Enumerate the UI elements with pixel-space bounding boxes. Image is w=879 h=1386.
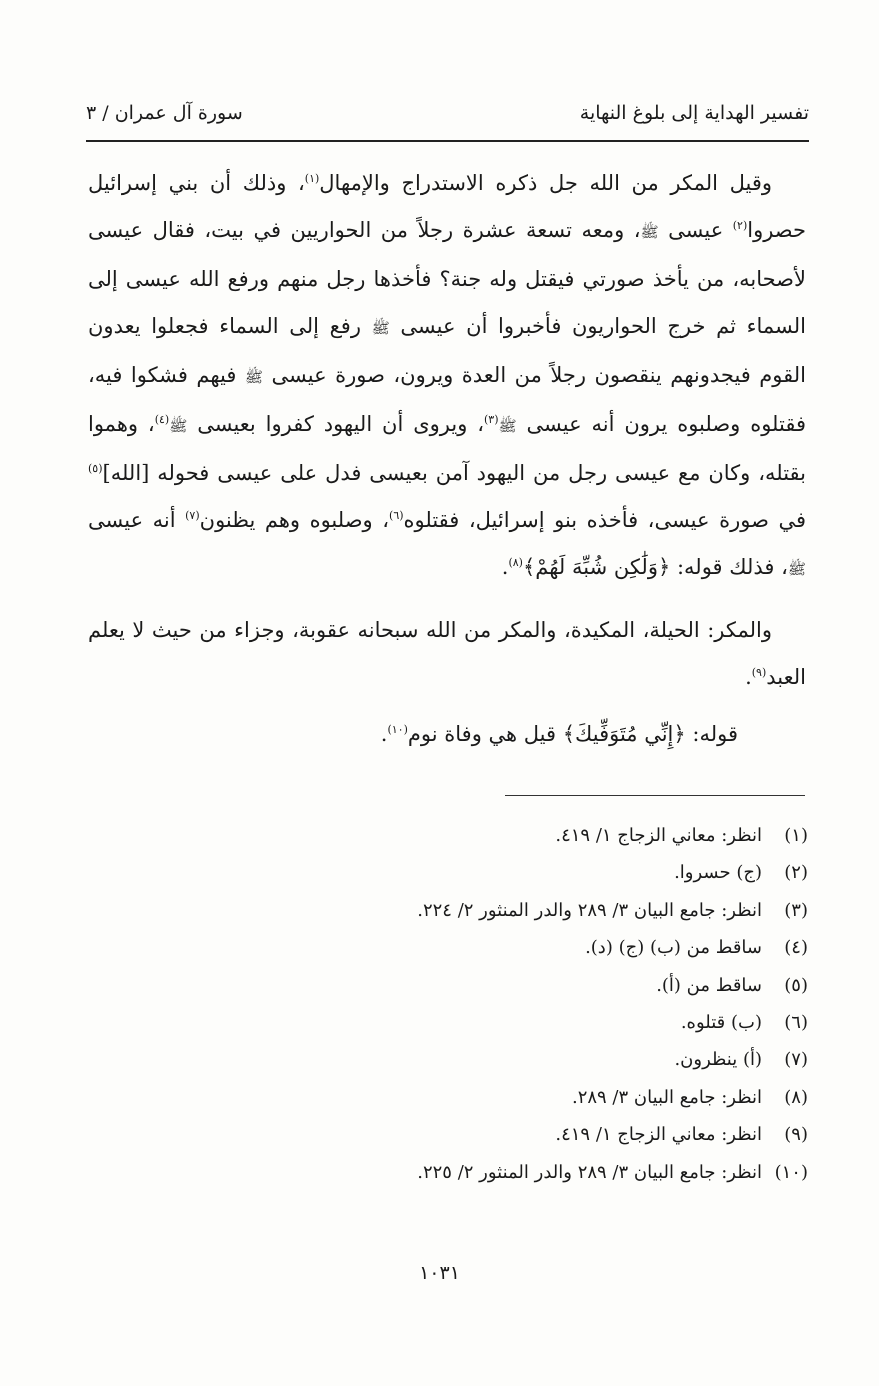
footnote-ref: (٥) [88, 462, 103, 475]
footnote-ref: (١٠) [387, 723, 408, 736]
footnote-ref: (٨) [508, 556, 523, 569]
footnote-text: انظر: جامع البيان ٣/ ٢٨٩ والدر المنثور ٢/ ٢٢٤. [417, 899, 762, 921]
footnote-ref: (٣) [484, 413, 499, 426]
text-run: أنه عيسى [88, 508, 186, 532]
honorific-glyph: ﷺ [244, 368, 264, 386]
footnote-number: (٤) [784, 937, 808, 959]
paragraph-3 [88, 711, 806, 758]
footnote-text: (أ) ينظرون. [674, 1049, 762, 1071]
footnote-text: (ب) قتلوه. [680, 1012, 762, 1034]
footnote-text: ساقط من (أ). [656, 974, 762, 996]
footnote-ref: (٤) [154, 413, 170, 426]
footnote-item [300, 1154, 808, 1191]
text-run: ، وذلك أن بني إسرائيل حصروا [88, 171, 806, 242]
footnote-item [300, 967, 808, 1004]
footnote-ref: (٧) [185, 509, 200, 522]
text-run: رفع إلى السماء فجعلوا يعدون القوم فيجدونهم ينقصون رجلاً من العدة ويرون، صورة عيسى [88, 314, 806, 387]
header-divider [86, 140, 809, 142]
text-run: عيسى [658, 218, 733, 242]
footnote-item [300, 1041, 808, 1078]
footnote-text: (ج) حسروا. [674, 862, 762, 884]
footnote-text: انظر: جامع البيان ٣/ ٢٨٩. [571, 1086, 762, 1108]
text-run: والمكر: الحيلة، المكيدة، والمكر من الله سبحانه عقوبة، وجزاء من حيث لا يعلم العبد [88, 618, 806, 689]
footnotes-list [300, 817, 808, 1191]
text-run: وقيل المكر من الله جل ذكره الاستدراج والإمهال [319, 171, 772, 195]
footnote-number: (٩) [784, 1124, 808, 1146]
footnote-ref: (٦) [389, 509, 404, 522]
running-header [86, 96, 809, 138]
text-run: . [745, 665, 752, 689]
footnote-item [300, 892, 808, 929]
main-text [88, 160, 806, 758]
footnote-number: (٧) [784, 1049, 808, 1071]
honorific-glyph: ﷺ [371, 319, 390, 337]
footnote-item [300, 854, 808, 891]
text-run: ، ومعه تسعة عشرة رجلاً من الحواريين في بيت، فقال عيسى لأصحابه، من يأخذ صورتي فيقتل وله جنة؟ فأخذها رجل منهم ورفع الله عيسى إلى السماء ثم خرج الحواريون فأخبروا أن عيسى [88, 218, 806, 338]
text-run: فيهم فشكوا فيه، فقتلوه وصلبوه يرون أنه عيسى [88, 363, 806, 436]
footnote-number: (٥) [784, 974, 808, 996]
surah-label: سورة آل عمران / ٣ [86, 102, 243, 124]
footnote-item [300, 929, 808, 966]
text-run: قوله: ﴿إِنِّي مُتَوَفِّيكَ﴾ قيل هي وفاة نوم [407, 722, 738, 746]
footnote-ref: (٩) [751, 666, 767, 679]
footnote-text: انظر: جامع البيان ٣/ ٢٨٩ والدر المنثور ٢/ ٢٢٥. [417, 1161, 762, 1183]
paragraph-2 [88, 607, 806, 701]
paragraph-1 [88, 160, 806, 593]
footnote-text: ساقط من (ب) (ج) (د). [585, 937, 762, 959]
text-run: ، فذلك قوله: ﴿وَلَٰكِن شُبِّهَ لَهُمْ﴾ [522, 555, 788, 579]
footnote-divider [505, 795, 805, 796]
footnote-number: (٨) [784, 1086, 808, 1108]
text-run: ، وصلبوه وهم يظنون [199, 508, 390, 532]
book-title: تفسير الهداية إلى بلوغ النهاية [579, 102, 809, 124]
text-run: في صورة عيسى، فأخذه بنو إسرائيل، فقتلوه [403, 508, 806, 532]
text-run: . [501, 555, 509, 579]
footnote-number: (٦) [784, 1012, 808, 1034]
footnote-ref: (١) [304, 172, 320, 185]
page-number: ١٠٣١ [419, 1262, 460, 1284]
honorific-glyph: ﷺ [498, 417, 517, 435]
footnote-item [300, 1004, 808, 1041]
footnote-item [300, 1116, 808, 1153]
footnote-number: (٣) [784, 899, 808, 921]
text-run: ، وهموا بقتله، وكان مع عيسى رجل من اليهود آمن بعيسى فدل على عيسى فحوله [الله] [88, 412, 806, 485]
honorific-glyph: ﷺ [787, 560, 806, 578]
footnote-item [300, 1079, 808, 1116]
footnote-number: (١٠) [774, 1161, 808, 1183]
footnote-number: (٢) [784, 862, 808, 884]
text-run: . [380, 722, 388, 746]
footnote-number: (١) [784, 825, 808, 846]
footnote-text: انظر: معاني الزجاج ١/ ٤١٩. [555, 825, 762, 846]
footnote-ref: (٢) [732, 219, 748, 232]
footnote-text: انظر: معاني الزجاج ١/ ٤١٩. [555, 1124, 762, 1146]
honorific-glyph: ﷺ [640, 223, 659, 241]
footnote-item [300, 817, 808, 854]
text-run: ، ويروى أن اليهود كفروا بعيسى [187, 412, 484, 436]
honorific-glyph: ﷺ [169, 417, 188, 435]
